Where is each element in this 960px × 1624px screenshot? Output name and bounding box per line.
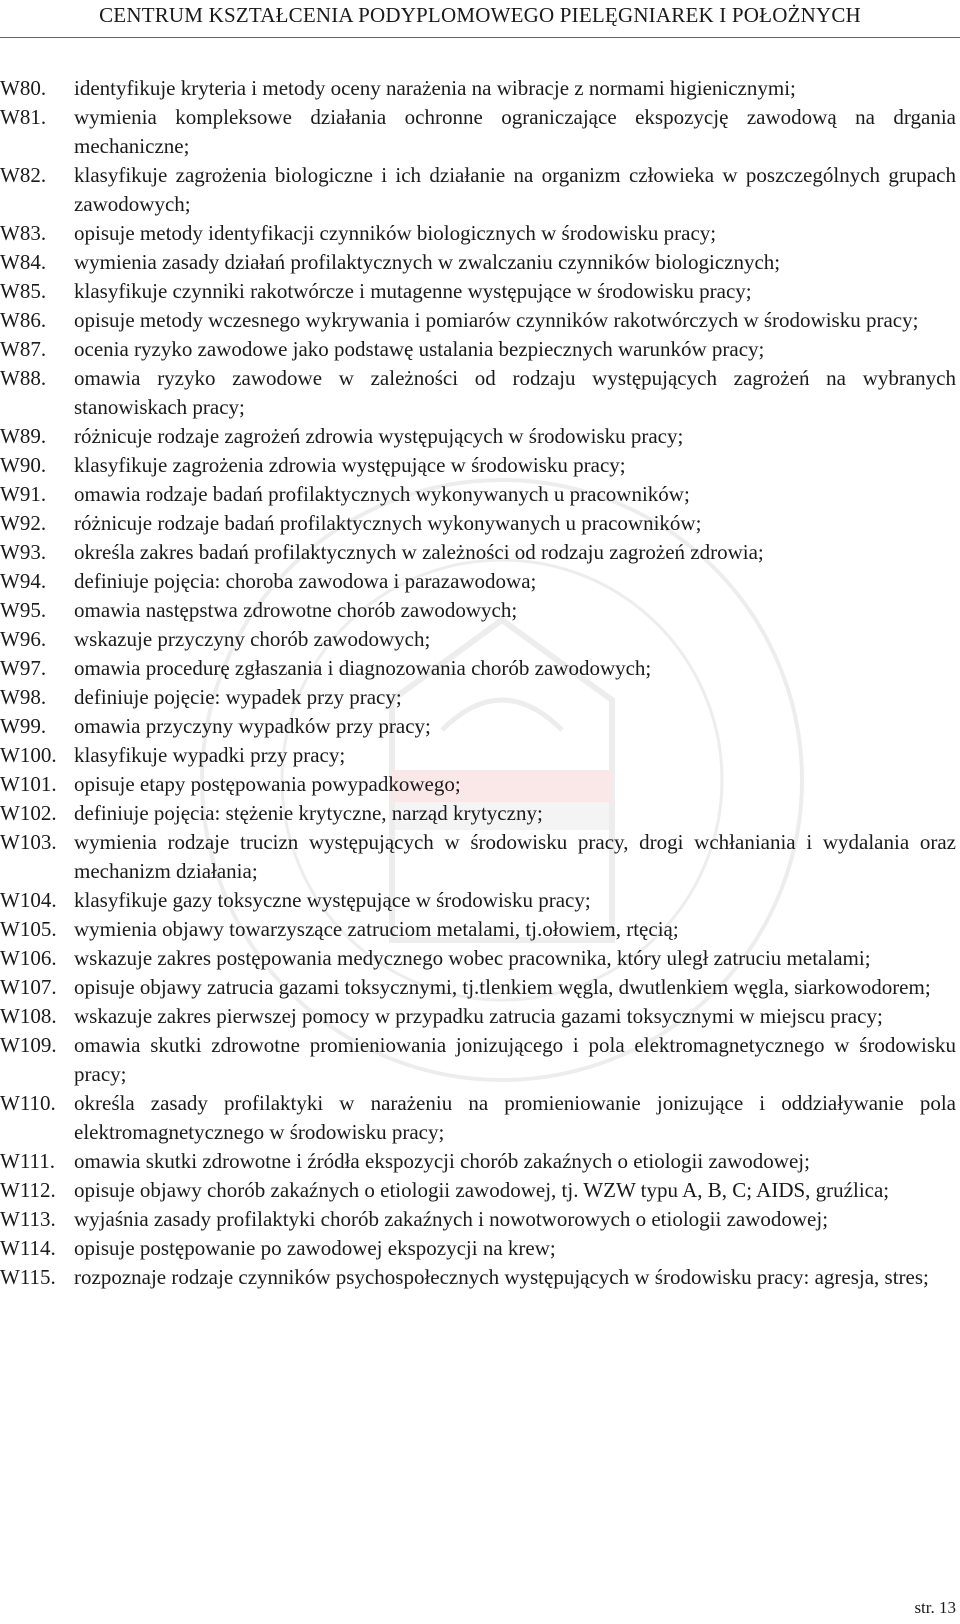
item-number: W88. (0, 366, 47, 390)
page-header: CENTRUM KSZTAŁCENIA PODYPLOMOWEGO PIELĘGNIAREK I POŁOŻNYCH (99, 3, 861, 27)
item-text: wymienia rodzaje trucizn występujących w środowisku pracy, drogi wchłaniania i wydalania oraz mechanizm działania; (74, 830, 956, 883)
item-text: definiuje pojęcia: choroba zawodowa i parazawodowa; (74, 569, 537, 593)
item-text: wymienia kompleksowe działania ochronne ograniczające ekspozycję zawodową na drgania mechaniczne; (74, 105, 956, 158)
item-text: wymienia zasady działań profilaktycznych w zwalczaniu czynników biologicznych; (74, 250, 781, 274)
item-text: wskazuje zakres postępowania medycznego wobec pracownika, który uległ zatruciu metalami; (74, 946, 871, 970)
list-item (0, 596, 956, 625)
list-item (0, 654, 956, 683)
list-item (0, 248, 956, 277)
item-text: omawia rodzaje badań profilaktycznych wykonywanych u pracowników; (74, 482, 690, 506)
item-text: wyjaśnia zasady profilaktyki chorób zakaźnych i nowotworowych o etiologii zawodowej; (74, 1207, 829, 1231)
list-item (0, 480, 956, 509)
item-text: różnicuje rodzaje zagrożeń zdrowia występujących w środowisku pracy; (74, 424, 684, 448)
item-number: W97. (0, 656, 47, 680)
list-item (0, 103, 956, 161)
list-item (0, 451, 956, 480)
list-item (0, 306, 956, 335)
item-number: W99. (0, 714, 47, 738)
list-item (0, 973, 956, 1002)
item-text: opisuje postępowanie po zawodowej ekspozycji na krew; (74, 1236, 556, 1260)
item-text: opisuje objawy chorób zakaźnych o etiologii zawodowej, tj. WZW typu A, B, C; AIDS, gruźlica; (74, 1178, 890, 1202)
item-text: wskazuje zakres pierwszej pomocy w przypadku zatrucia gazami toksycznymi w miejscu pracy; (74, 1004, 883, 1028)
item-number: W111. (0, 1149, 56, 1173)
item-number: W109. (0, 1033, 57, 1057)
list-item (0, 1089, 956, 1147)
list-item (0, 712, 956, 741)
item-text: klasyfikuje wypadki przy pracy; (74, 743, 346, 767)
list-item (0, 1234, 956, 1263)
item-number: W80. (0, 76, 47, 100)
list-item (0, 538, 956, 567)
item-number: W102. (0, 801, 57, 825)
list-item (0, 1176, 956, 1205)
item-number: W91. (0, 482, 47, 506)
header-divider (0, 37, 960, 38)
item-text: określa zasady profilaktyki w narażeniu na promieniowanie jonizujące i oddziaływanie pola elektromagnetycznego w środowisku pracy; (74, 1091, 956, 1144)
item-text: wskazuje przyczyny chorób zawodowych; (74, 627, 431, 651)
list-item (0, 915, 956, 944)
item-number: W112. (0, 1178, 56, 1202)
list-item (0, 335, 956, 364)
item-text: klasyfikuje zagrożenia zdrowia występujące w środowisku pracy; (74, 453, 626, 477)
list-item (0, 1205, 956, 1234)
item-number: W106. (0, 946, 57, 970)
item-number: W113. (0, 1207, 56, 1231)
item-number: W100. (0, 743, 57, 767)
list-item (0, 422, 956, 451)
item-text: opisuje metody identyfikacji czynników biologicznych w środowisku pracy; (74, 221, 717, 245)
item-number: W108. (0, 1004, 57, 1028)
list-item (0, 625, 956, 654)
item-text: określa zakres badań profilaktycznych w zależności od rodzaju zagrożeń zdrowia; (74, 540, 764, 564)
item-text: omawia procedurę zgłaszania i diagnozowania chorób zawodowych; (74, 656, 652, 680)
list-item (0, 770, 956, 799)
item-text: omawia następstwa zdrowotne chorób zawodowych; (74, 598, 518, 622)
item-number: W90. (0, 453, 47, 477)
list-item (0, 509, 956, 538)
list-item (0, 886, 956, 915)
item-number: W105. (0, 917, 57, 941)
item-number: W96. (0, 627, 47, 651)
item-text: opisuje etapy postępowania powypadkowego; (74, 772, 461, 796)
list-item (0, 1031, 956, 1089)
item-number: W107. (0, 975, 57, 999)
item-text: omawia skutki zdrowotne promieniowania jonizującego i pola elektromagnetycznego w środowisku pracy; (74, 1033, 956, 1086)
item-number: W95. (0, 598, 47, 622)
list-item (0, 1263, 956, 1292)
item-text: opisuje objawy zatrucia gazami toksycznymi, tj.tlenkiem węgla, dwutlenkiem węgla, siarkowodorem; (74, 975, 931, 999)
item-number: W84. (0, 250, 47, 274)
item-text: rozpoznaje rodzaje czynników psychospołecznych występujących w środowisku pracy: agresja, stres; (74, 1265, 929, 1289)
item-number: W115. (0, 1265, 56, 1289)
item-text: opisuje metody wczesnego wykrywania i pomiarów czynników rakotwórczych w środowisku pracy; (74, 308, 919, 332)
item-number: W94. (0, 569, 47, 593)
item-number: W89. (0, 424, 47, 448)
list-item (0, 799, 956, 828)
item-number: W110. (0, 1091, 56, 1115)
item-text: identyfikuje kryteria i metody oceny narażenia na wibracje z normami higienicznymi; (74, 76, 796, 100)
item-number: W87. (0, 337, 47, 361)
item-number: W103. (0, 830, 57, 854)
item-number: W86. (0, 308, 47, 332)
item-text: omawia przyczyny wypadków przy pracy; (74, 714, 431, 738)
item-number: W93. (0, 540, 47, 564)
item-text: definiuje pojęcie: wypadek przy pracy; (74, 685, 402, 709)
list-item (0, 219, 956, 248)
item-text: omawia skutki zdrowotne i źródła ekspozycji chorób zakaźnych o etiologii zawodowej; (74, 1149, 810, 1173)
item-number: W114. (0, 1236, 56, 1260)
item-text: klasyfikuje gazy toksyczne występujące w środowisku pracy; (74, 888, 591, 912)
item-text: klasyfikuje zagrożenia biologiczne i ich działanie na organizm człowieka w poszczególnych grupach zawodowych; (74, 163, 956, 216)
list-item (0, 828, 956, 886)
list-item (0, 683, 956, 712)
item-number: W82. (0, 163, 47, 187)
item-number: W92. (0, 511, 47, 535)
item-text: różnicuje rodzaje badań profilaktycznych wykonywanych u pracowników; (74, 511, 702, 535)
item-number: W98. (0, 685, 47, 709)
item-text: klasyfikuje czynniki rakotwórcze i mutagenne występujące w środowisku pracy; (74, 279, 752, 303)
learning-outcomes-list (0, 74, 956, 1292)
list-item (0, 1002, 956, 1031)
list-item (0, 741, 956, 770)
list-item (0, 74, 956, 103)
list-item (0, 364, 956, 422)
item-number: W101. (0, 772, 57, 796)
item-number: W104. (0, 888, 57, 912)
list-item (0, 944, 956, 973)
item-number: W81. (0, 105, 47, 129)
list-item (0, 1147, 956, 1176)
list-item (0, 567, 956, 596)
item-text: ocenia ryzyko zawodowe jako podstawę ustalania bezpiecznych warunków pracy; (74, 337, 765, 361)
item-text: wymienia objawy towarzyszące zatruciom metalami, tj.ołowiem, rtęcią; (74, 917, 679, 941)
item-text: omawia ryzyko zawodowe w zależności od rodzaju występujących zagrożeń na wybranych stanowiskach pracy; (74, 366, 956, 419)
list-item (0, 277, 956, 306)
page-number: str. 13 (914, 1598, 956, 1617)
item-text: definiuje pojęcia: stężenie krytyczne, narząd krytyczny; (74, 801, 543, 825)
item-number: W85. (0, 279, 47, 303)
item-number: W83. (0, 221, 47, 245)
list-item (0, 161, 956, 219)
